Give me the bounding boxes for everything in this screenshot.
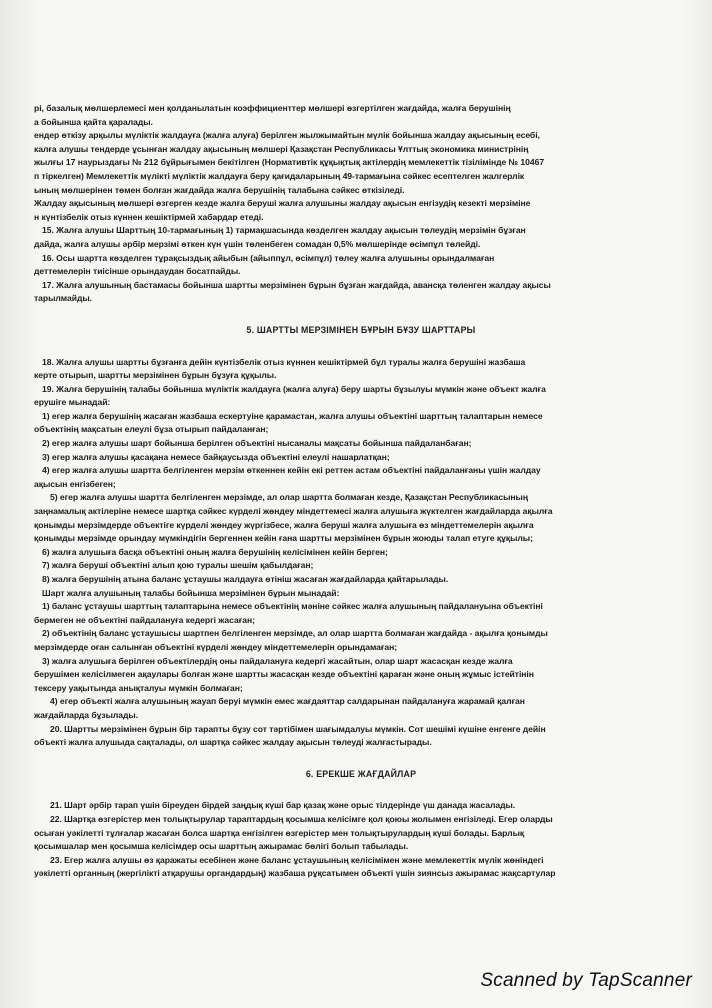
doc-line: 6) жалға алушыға басқа объектіні оның жалға берушінің келісімінен кейін берген; — [42, 546, 388, 557]
doc-line: 18. Жалға алушы шартты бұзғанға дейін күнтізбелік отыз күннен кешіктірмей бұл туралы жалға берушіні жазбаша — [42, 356, 526, 367]
doc-line: қонымды мерзімдерде объектіге күрделі жөндеу жүргізбесе, жалға беруші жалға алушыға өз міндеттемелерін ақылға — [34, 519, 534, 530]
doc-line: тарылмайды. — [34, 293, 92, 304]
doc-line: 3) егер жалға алушы қасақана немесе байқаусызда объектіні елеулі нашарлатқан; — [42, 451, 390, 462]
doc-line: 1) егер жалға берушінің жасаған жазбаша ескертуіне қарамастан, жалға алушы объектіні шарттың талаптарын немесе — [42, 410, 543, 421]
scanner-watermark: Scanned by TapScanner — [480, 970, 692, 991]
doc-line: дайда, жалға алушы әрбір мерзімі өткен күн үшін төленбеген сомадан 0,5% мөлшерінде өсімпұл төлейді. — [34, 238, 481, 249]
doc-line: 8) жалға берушінің атына баланс ұстаушы жалдауға өтініш жасаған жағдайларда қайтарылады. — [42, 574, 449, 584]
doc-line: объекті жалға алушыда сақталады, ол шартқа сәйкес жалдау ақысын төлеуді жалғастырады. — [34, 737, 432, 748]
doc-line: 1) баланс ұстаушы шарттың талаптарына немесе объектінің мәніне сәйкес жалға алушының пайдалануына объектіні — [42, 601, 543, 612]
doc-line: жағдайларда бұзылады. — [34, 709, 139, 720]
doc-line: 16. Осы шартта көзделген тұрақсыздық айыбын (айыппұл, өсімпұл) төлеу жалға алушыны орындалмаған — [42, 252, 495, 263]
doc-line: п тіркелген) Мемлекеттік мүлікті мүліктік жалдауға беру қағидаларының 49-тармағына сәйкес есептелген жалгерлік — [34, 170, 525, 181]
doc-line: 15. Жалға алушы Шарттың 10-тармағының 1) тармақшасында көзделген жалдау ақысын төлеудің мерзімін бұзған — [42, 225, 526, 236]
doc-line: а бойынша қайта қаралады. — [34, 116, 153, 127]
doc-line: 2) егер жалға алушы шарт бойынша берілген объектіні нысаналы мақсаты бойынша пайдаланбаған; — [42, 438, 472, 449]
doc-line: рі, базалық мөлшерлемесі мен қолданылатын коэффициенттер мөлшері өзгертілген жағдайда, жалға берушінің — [34, 103, 511, 113]
section-heading-6: 6. ЕРЕКШЕ ЖАҒДАЙЛАР — [305, 768, 417, 779]
doc-line: мерзімдерде оған салынған объектіні күрделі жөндеу міндеттемелерін орындамаған; — [34, 641, 398, 652]
doc-line: Шарт жалға алушының талабы бойынша мерзімінен бұрын мынадай: — [42, 587, 340, 598]
doc-line: 2) объектінің баланс ұстаушысы шартпен белгіленген мерзімде, ал олар шартта болмаған жағдайда - ақылға қонымды — [42, 628, 548, 639]
doc-line: 19. Жалға берушінің талабы бойынша мүліктік жалдауға (жалға алуға) беру шарты бұзылуы мүмкін және объект жалға — [42, 383, 546, 394]
doc-line: 23. Егер жалға алушы өз қаражаты есебінен және баланс ұстаушының келісімімен және мемлекеттік мүлік жөніндегі — [50, 854, 544, 865]
doc-line: ерушіге мынадай: — [34, 397, 111, 408]
doc-line: жылғы 17 наурыздағы № 212 бұйрығымен бекітілген (Нормативтік құқықтық актілердің мемлекеттік тізілімінде № 10467 — [34, 157, 545, 168]
doc-line: 22. Шартқа өзгерістер мен толықтырулар тараптардың қосымша келісімге қол қоюы жолымен енгізіледі. Егер оларды — [50, 813, 553, 824]
document-body — [34, 102, 688, 881]
doc-line: объектінің мақсатын елеулі бұза отырып пайдаланған; — [34, 424, 269, 435]
doc-line: 20. Шартты мерзімінен бұрын бір тарапты бұзу сот тәртібімен шағымдалуы мүмкін. Сот шешімі күшіне енгенге дейін — [50, 723, 546, 734]
doc-line: ақысын енгізбеген; — [34, 478, 116, 489]
doc-line: заңнамалық актілеріне немесе шартқа сәйкес күрделі жөндеу міндеттемесі жалға алушыға жүктелген жағдайларда ақылға — [34, 506, 553, 517]
doc-line: қосымшалар мен қосымша келісімдер осы шарттың ажырамас бөлігі болып табылады. — [34, 841, 409, 852]
doc-line: осыған уәкілетті тұлғалар жасаған болса шартқа енгізілген өзгерістер мен толықтырулардың күші болады. Барлық — [34, 827, 525, 838]
doc-line: керте отырып, шартты мерзімінен бұрын бұзуға құқылы. — [34, 370, 277, 381]
doc-line: н күнтізбелік отыз күннен кешіктірмей хабардар етеді. — [34, 211, 264, 222]
doc-line: 17. Жалға алушының бастамасы бойынша шартты мерзімінен бұрын бұзған жағдайда, авансқа төленген жалдау ақысы — [42, 279, 551, 290]
doc-line: 7) жалға беруші объектіні алып қою туралы шешім қабылдаған; — [42, 560, 314, 571]
doc-line: берушімен келісілмеген ақаулары болған және шартты жасасқан кезде объектіні қараған және оның жұмыс істейтінін — [34, 669, 534, 680]
doc-line: 4) егер объекті жалға алушының жауап беруі мүмкін емес жағдаяттар салдарынан пайдалануға жарамай қалған — [50, 696, 525, 707]
doc-line: 3) жалға алушыға берілген объектілердің оны пайдалануға кедергі жасайтын, олар шарт жасасқан кезде жалға — [42, 655, 513, 666]
doc-line: ының мөлшерінен төмен болған жағдайда жалға берушінің талабына сәйкес өткізіледі. — [34, 184, 405, 195]
doc-line: 21. Шарт әрбір тарап үшін біреуден бірдей заңдық күші бар қазақ және орыс тілдерінде үш данада жасалады. — [50, 800, 516, 811]
doc-line: 4) егер жалға алушы шартта белгіленген мерзім өткеннен кейін екі реттен астам объектіні пайдаланғаны үшін жалдау — [42, 465, 541, 476]
doc-line: қонымды мерзімде орындау мүмкіндігін бергеннен кейін ғана шартты мерзімінен бұрын жоюды талап етуге құқылы; — [34, 533, 533, 544]
doc-line: уәкілетті органның (жергілікті атқарушы органдардың) жазбаша рұқсатымен объекті үшін зиянсыз ажырамас жақсартулар — [34, 868, 556, 879]
doc-line: ендер өткізу арқылы мүліктік жалдауға (жалға алуға) берілген жылжымайтын мүлік бойынша жалдау ақысының есебі, — [34, 130, 540, 141]
doc-line: деттемелерін тиісінше орындаудан босатпайды. — [34, 266, 241, 277]
doc-line: тексеру уақытында анықталуы мүмкін болмаған; — [34, 682, 243, 693]
doc-line: Жалдау ақысының мөлшері өзгерген кезде жалға беруші жалға алушыны жалдау ақысын енгізудің кезекті мерзіміне — [34, 198, 531, 209]
doc-line: бермеген не объектіні пайдалануға кедергі жасаған; — [34, 614, 255, 625]
section-heading-5: 5. ШАРТТЫ МЕРЗІМІНЕН БҰРЫН БҰЗУ ШАРТТАРЫ — [246, 324, 476, 335]
doc-line: 5) егер жалға алушы шартта белгіленген мерзімде, ал олар шартта болмаған кезде, Қазақстан Республикасының — [50, 492, 528, 503]
doc-line: калға алушы тендерде ұсынған жалдау ақысының мөлшері Қазақстан Республикасы Ұлттық экономика министрінің — [34, 143, 529, 154]
